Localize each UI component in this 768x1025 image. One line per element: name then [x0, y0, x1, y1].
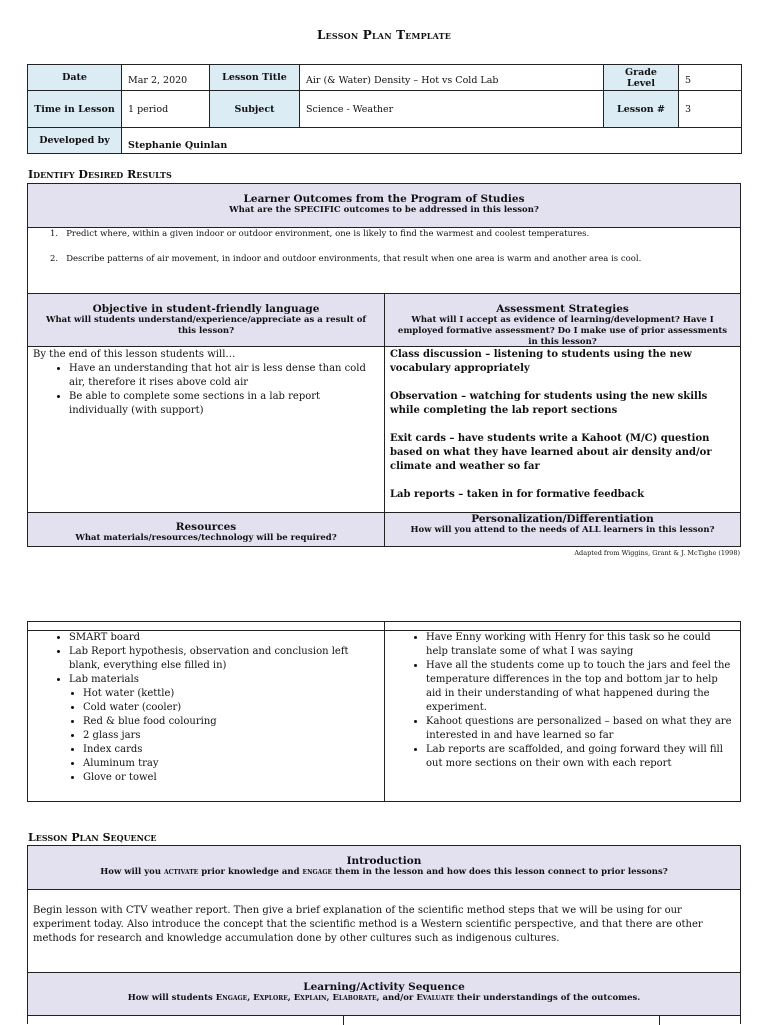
introduction-subtitle-part: How will you — [100, 867, 164, 877]
lab-material-item: • 2 glass jars — [83, 729, 379, 743]
assessment-item: Exit cards – have students write a Kahoot (M/C) question based on what they have learned about air density and/or climate and weather so far — [390, 433, 712, 472]
learning-subtitle-stages: Engage, Explore, Explain, Elaborate, — [215, 993, 380, 1003]
introduction-subtitle-part: them in the lesson and how does this lesson connect to prior lessons? — [332, 867, 668, 877]
learning-subtitle-part: How will students — [127, 993, 216, 1003]
learning-sequence-title: Learning/Activity Sequence — [303, 981, 465, 993]
objective-intro: By the end of this lesson students will… — [33, 349, 236, 360]
lesson-info-table — [27, 64, 742, 154]
assessment-item: Class discussion – listening to students using the new vocabulary appropriately — [390, 349, 692, 374]
resources-body — [27, 630, 385, 802]
personalization-subtitle: How will you attend to the needs of ALL learners in this lesson? — [410, 525, 715, 535]
objective-list — [33, 362, 379, 418]
lab-material-item: • Red & blue food colouring — [83, 715, 379, 729]
objective-item: • Have an understanding that hot air is less dense than cold air, therefore it rises above cold air — [69, 362, 379, 390]
lab-material-item: • Aluminum tray — [83, 757, 379, 771]
resources-list — [33, 631, 379, 785]
learner-outcomes-list — [27, 227, 741, 294]
assessment-body — [384, 346, 741, 513]
lab-material-item: • Cold water (cooler) — [83, 701, 379, 715]
subject-value: Science - Weather — [300, 91, 604, 128]
objective-title: Objective in student-friendly language — [92, 303, 320, 315]
lab-material-item: • Hot water (kettle) — [83, 687, 379, 701]
lesson-number-label: Lesson # — [604, 91, 679, 128]
resource-item — [69, 673, 379, 785]
objective-item: • Be able to complete some sections in a lab report individually (with support) — [69, 390, 379, 418]
resource-item: • Lab Report hypothesis, observation and conclusion left blank, everything else filled in) — [69, 645, 379, 673]
resource-item: • SMART board — [69, 631, 379, 645]
lab-material-item: • Glove or towel — [83, 771, 379, 785]
personalization-list — [390, 631, 735, 771]
lesson-title-value: Air (& Water) Density – Hot vs Cold Lab — [300, 65, 604, 91]
grade-level-label: Grade Level — [604, 65, 679, 91]
date-label: Date — [28, 65, 122, 91]
learning-subtitle-part: their understandings of the outcomes. — [453, 993, 641, 1003]
time-in-lesson-value: 1 period — [122, 91, 210, 128]
learning-sequence-subtitle — [28, 993, 740, 1004]
assessment-header — [384, 293, 741, 347]
assessment-item: Observation – watching for students using the new skills while completing the lab report sections — [390, 391, 708, 416]
assessment-item: Lab reports – taken in for formative feedback — [390, 489, 645, 500]
assessment-subtitle: What will I accept as evidence of learning/development? Have I employed formative assessment? Do I make use of prior assessments in this lesson? — [397, 315, 728, 347]
introduction-body: Begin lesson with CTV weather report. Then give a brief explanation of the scientific method steps that we will be using for our experiment today. Also introduce the concept that the scientific method is a Western scientific perspective, and that there are other methods for research and knowledge accumulation done by other cultures such as indigenous cultures. — [27, 889, 741, 973]
introduction-subtitle — [28, 867, 740, 878]
personalization-item: • Lab reports are scaffolded, and going forward they will fill out more sections on their own with each report — [426, 743, 735, 771]
identify-desired-results-heading: Identify Desired Results — [28, 168, 172, 181]
date-value: Mar 2, 2020 — [122, 65, 210, 91]
grade-level-value: 5 — [679, 65, 742, 91]
objective-subtitle: What will students understand/experience/appreciate as a result of this lesson? — [45, 315, 367, 336]
developed-by-label: Developed by — [28, 128, 122, 154]
time-in-lesson-label: Time in Lesson — [28, 91, 122, 128]
learner-outcomes-subtitle: What are the SPECIFIC outcomes to be addressed in this lesson? — [229, 205, 539, 215]
learner-outcomes-title: Learner Outcomes from the Program of Studies — [243, 193, 525, 205]
outcome-item: 1. Predict where, within a given indoor or outdoor environment, one is likely to find the warmest and coolest temperatures. — [50, 229, 590, 239]
lab-material-item: • Index cards — [83, 743, 379, 757]
learner-outcomes-header — [27, 183, 741, 228]
resource-item-label: Lab materials — [69, 674, 139, 685]
introduction-subtitle-activate: activate — [163, 867, 199, 877]
resources-subtitle: What materials/resources/technology will be required? — [75, 533, 337, 543]
document-title: Lesson Plan Template — [316, 28, 452, 42]
objective-body — [27, 346, 385, 513]
learning-subtitle-part: and/or — [379, 993, 417, 1003]
resources-title: Resources — [175, 521, 237, 533]
personalization-item: • Have Enny working with Henry for this task so he could help translate some of what I was saying — [426, 631, 735, 659]
lesson-title-label: Lesson Title — [210, 65, 300, 91]
subject-label: Subject — [210, 91, 300, 128]
personalization-body — [384, 630, 741, 802]
objective-header — [27, 293, 385, 347]
introduction-title: Introduction — [346, 855, 422, 867]
resources-header — [27, 512, 385, 547]
outcome-item: 2. Describe patterns of air movement, in indoor and outdoor environments, that result when one area is warm and another area is cool. — [50, 254, 642, 264]
lab-materials-list — [69, 687, 379, 785]
adapted-from-note: Adapted from Wiggins, Grant & J. McTighe (1998) — [574, 549, 740, 557]
personalization-item: • Kahoot questions are personalized – based on what they are interested in and have learned so far — [426, 715, 735, 743]
assessment-title: Assessment Strategies — [496, 303, 629, 315]
developed-by-value: Stephanie Quinlan — [122, 128, 742, 154]
learning-sequence-header — [27, 972, 741, 1016]
learning-subtitle-evaluate: Evaluate — [416, 993, 454, 1003]
lesson-number-value: 3 — [679, 91, 742, 128]
lesson-plan-sequence-heading: Lesson Plan Sequence — [28, 831, 157, 844]
introduction-subtitle-engage: engage — [302, 867, 333, 877]
introduction-subtitle-part: prior knowledge and — [198, 867, 303, 877]
learning-sequence-table-top — [27, 1015, 741, 1024]
introduction-header — [27, 845, 741, 890]
personalization-item: • Have all the students come up to touch the jars and feel the temperature differences in the top and bottom jar to help aid in their understanding of what happened during the experiment. — [426, 659, 735, 715]
personalization-header — [384, 512, 741, 547]
personalization-title: Personalization/Differentiation — [471, 513, 654, 525]
